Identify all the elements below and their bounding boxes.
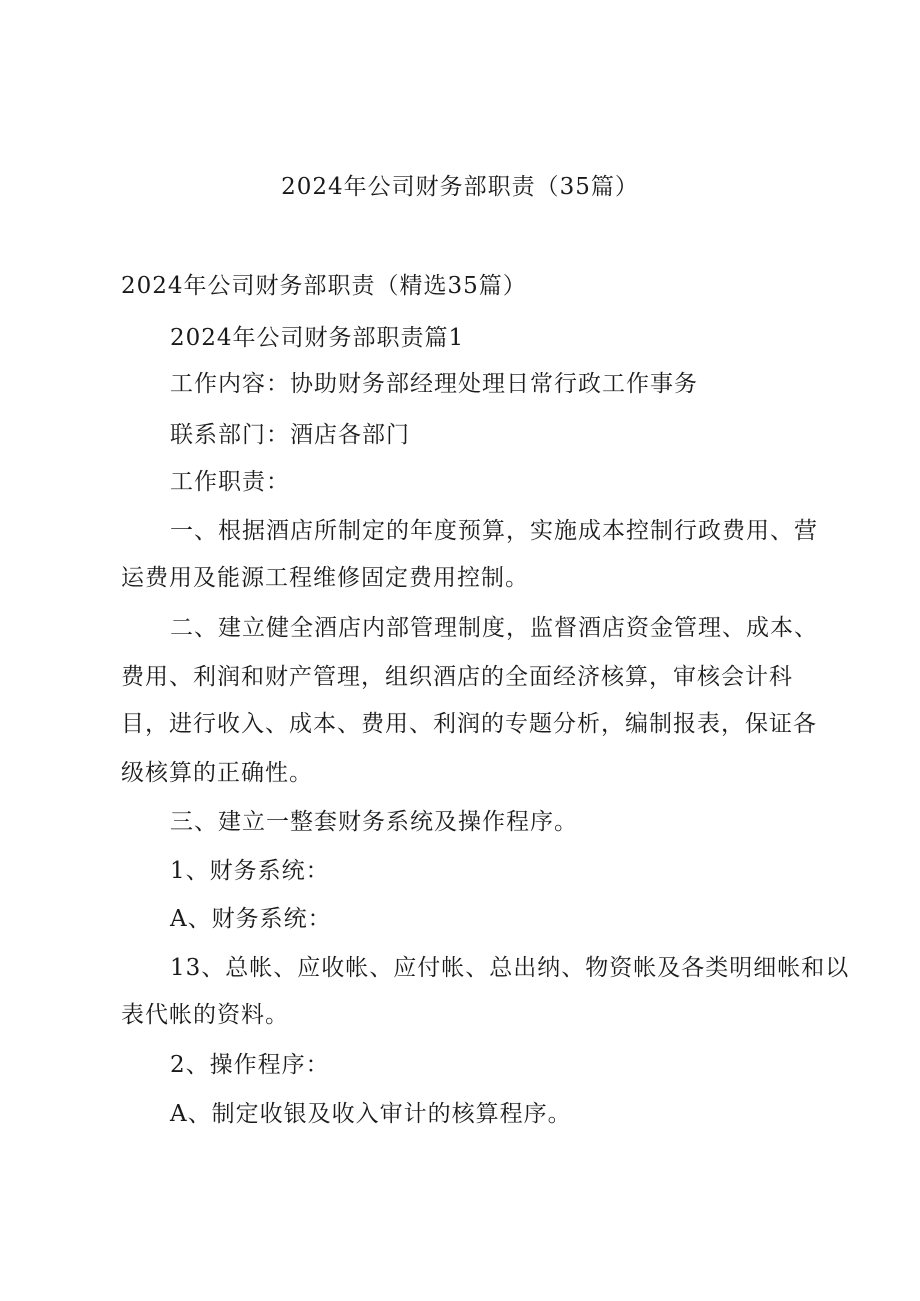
duty-1-line-2: 运费用及能源工程维修固定费用控制。: [121, 565, 529, 591]
item-13-line-2: 表代帐的资料。: [121, 1002, 289, 1028]
duty-3-line-1: 三、建立一整套财务系统及操作程序。: [170, 809, 578, 835]
item-13-line-1: 13、总帐、应收帐、应付帐、总出纳、物资帐及各类明细帐和以: [170, 955, 850, 981]
section-heading: 2024年公司财务部职责篇1: [170, 325, 465, 351]
contact-dept-line: 联系部门：酒店各部门: [170, 422, 410, 448]
duty-2-line-4: 级核算的正确性。: [121, 760, 313, 786]
work-content-line: 工作内容：协助财务部经理处理日常行政工作事务: [170, 371, 698, 397]
item-2a: A、制定收银及收入审计的核算程序。: [170, 1101, 572, 1127]
document-subtitle: 2024年公司财务部职责（精选35篇）: [121, 273, 527, 299]
duty-1-line-1: 一、根据酒店所制定的年度预算，实施成本控制行政费用、营: [170, 518, 818, 544]
document-title: 2024年公司财务部职责（35篇）: [281, 174, 639, 200]
item-2: 2、操作程序：: [170, 1052, 330, 1078]
item-1: 1、财务系统：: [170, 858, 330, 884]
item-1a: A、财务系统：: [170, 906, 332, 932]
duty-2-line-3: 目，进行收入、成本、费用、利润的专题分析，编制报表，保证各: [121, 711, 817, 737]
duty-2-line-2: 费用、利润和财产管理，组织酒店的全面经济核算，审核会计科: [121, 664, 793, 690]
duty-2-line-1: 二、建立健全酒店内部管理制度，监督酒店资金管理、成本、: [170, 615, 818, 641]
duties-heading: 工作职责：: [170, 469, 290, 495]
